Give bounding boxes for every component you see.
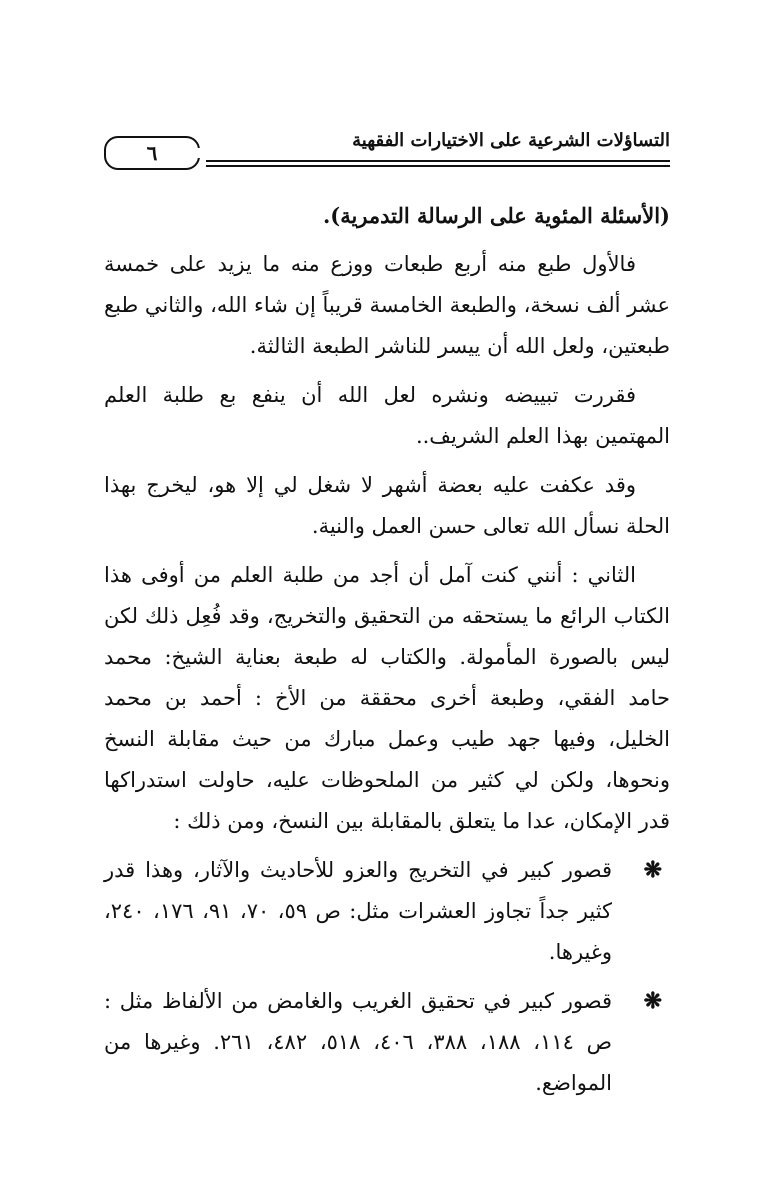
asterism-icon: ❋ [643,857,662,883]
page-number-badge [104,136,200,170]
bullet-text: قصور كبير في التخريج والعزو للأحاديث والآثار، وهذا قدر كثير جداً تجاوز العشرات مثل: ص ٥٩، ٧٠، ٩١، ١٧٦، ٢٤٠، وغيرها. [104,858,613,964]
page-body [104,195,670,1104]
running-title: التساؤلات الشرعية على الاختيارات الفقهية [352,130,670,151]
paragraph: (الأسئلة المئوية على الرسالة التدمرية). [322,203,670,228]
page-number: ٦ [146,141,158,165]
paragraph: الثاني : أنني كنت آمل أن أجد من طلبة العلم من أوفى هذا الكتاب الرائع ما يستحقه من التحقيق والتخريج، وقد فُعِل ذلك لكن ليس بالصورة المأمولة. والكتاب له طبعة بعناية الشيخ: محمد حامد الفقي، وطبعة أخرى محققة من الأخ : أحمد بن محمد الخليل، وفيها جهد طيب وعمل مبارك من حيث مقابلة النسخ ونحوها، ولكن لي كثير من الملحوظات عليه، حاولت استدراكها قدر الإمكان، عدا ما يتعلق بالمقابلة بين النسخ، ومن ذلك : [104,563,670,833]
paragraph: فالأول طبع منه أربع طبعات ووزع منه ما يزيد على خمسة عشر ألف نسخة، والطبعة الخامسة قريباً إن شاء الله، والثاني طبع طبعتين، ولعل الله أن ييسر للناشر الطبعة الثالثة. [104,252,670,358]
page-header [104,128,670,180]
paragraph: وقد عكفت عليه بعضة أشهر لا شغل لي إلا هو، ليخرج بهذا الحلة نسأل الله تعالى حسن العمل والنية. [104,473,670,538]
bullet-item [104,981,670,1104]
paragraph: فقررت تبييضه ونشره لعل الله أن ينفع بع طلبة العلم المهتمين بهذا العلم الشريف.. [104,383,670,448]
header-rule [206,165,670,167]
bullet-item [104,850,670,973]
asterism-icon: ❋ [643,988,662,1014]
bullet-text: قصور كبير في تحقيق الغريب والغامض من الألفاظ مثل : ص ١١٤، ١٨٨، ٣٨٨، ٤٠٦، ٥١٨، ٤٨٢، ٢٦١. وغيرها من المواضع. [104,989,613,1095]
header-rule [206,160,670,162]
